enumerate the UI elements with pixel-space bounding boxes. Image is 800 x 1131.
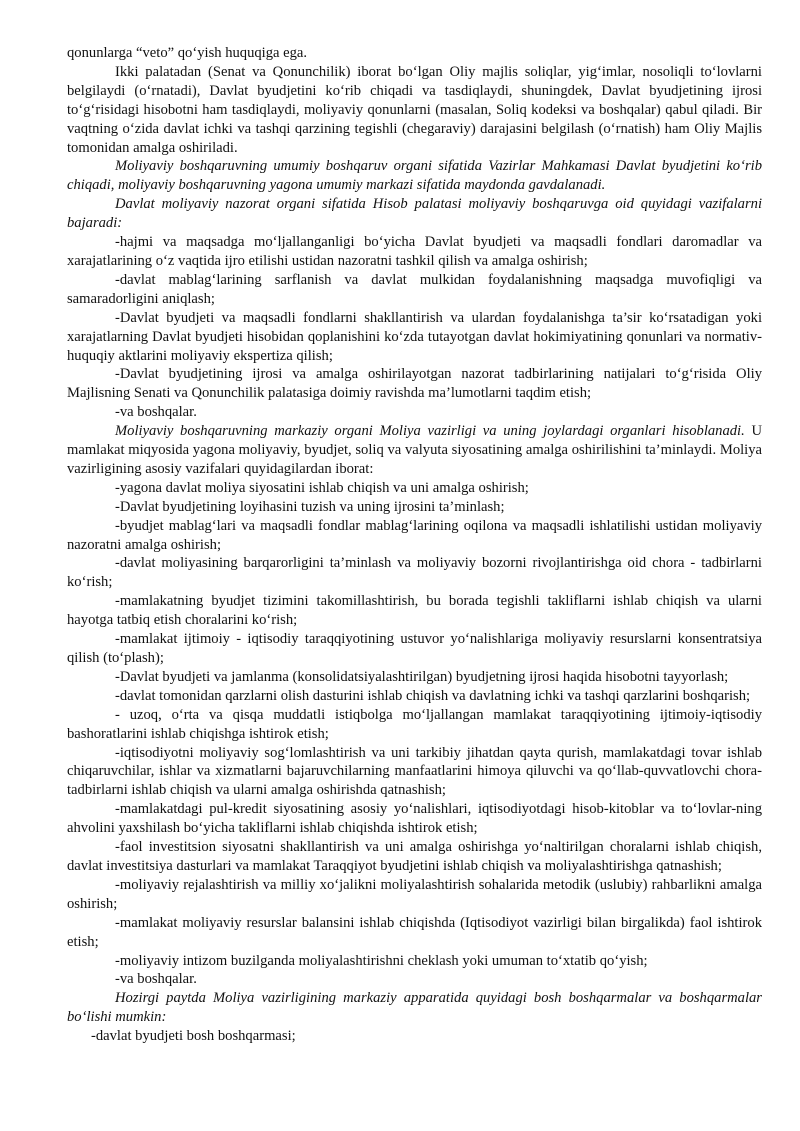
- list-item: -davlat moliyasining barqarorligini ta’minlash va moliyaviy bozorni rivojlantirishga oid chora - tadbirlarni ko‘rish;: [67, 555, 762, 591]
- list-item: -Davlat byudjetining loyihasini tuzish va uning ijrosini ta’minlash;: [115, 498, 505, 515]
- list-item: -mamlakat moliyaviy resurslar balansini ishlab chiqishda (Iqtisodiyot vazirligi bilan birgalikda) faol ishtirok etish;: [67, 914, 762, 950]
- list-item: -iqtisodiyotni moliyaviy sog‘lomlashtirish va uni tarkibiy jihatdan qayta qurish, mamlakatdagi tovar ishlab chiqaruvchilar, ishlar va xizmatlarni bajaruvchilarning manfaatlarini himoya qiluvchi va qo‘llab-quvvatlovchi chora-tadbirlarni ishlab chiqish va ularni amalga oshirishda qatnashish;: [67, 744, 762, 799]
- list-item: - uzoq, o‘rta va qisqa muddatli istiqbolga mo‘ljallangan mamlakat taraqqiyotining ijtimoiy-iqtisodiy bashoratlarini ishlab chiqishga ishtirok etish;: [67, 706, 762, 742]
- paragraph-vazirlar-mahkamasi: Moliyaviy boshqaruvning umumiy boshqaruv organi sifatida Vazirlar Mahkamasi Davlat byudjetini ko‘rib chiqadi, moliyaviy boshqaruvning yagona umumiy markazi sifatida maydonda gavdalanadi.: [67, 158, 762, 194]
- list-item: -mamlakatdagi pul-kredit siyosatining asosiy yo‘nalishlari, iqtisodiyotdagi hisob-kitoblar va to‘lovlar-ning ahvolini yaxshilash bo‘yicha takliflarni ishlab chiqishda ishtirok etish;: [67, 801, 762, 837]
- paragraph-moliya-vazirligi-italic: Moliyaviy boshqaruvning markaziy organi Moliya vazirligi va uning joylardagi organlari hisoblanadi.: [115, 423, 745, 440]
- paragraph-moliya-vazirligi: [67, 422, 762, 479]
- list-item: -mamlakat ijtimoiy - iqtisodiy taraqqiyotining ustuvor yo‘nalishlariga moliyaviy resurslarni konsentratsiya qilish (to‘plash);: [67, 631, 762, 666]
- list-item: -va boshqalar.: [115, 404, 197, 421]
- list-item: -Davlat byudjeti va jamlanma (konsolidatsiyalashtirilgan) byudjetning ijrosi haqida hisobotni tayyorlash;: [115, 668, 729, 685]
- paragraph-veto: qonunlarga “veto” qo‘yish huquqiga ega.: [67, 45, 308, 61]
- paragraph-hisob-palatasi: Davlat moliyaviy nazorat organi sifatida Hisob palatasi moliyaviy boshqaruvga oid quyidagi vazifalarni bajaradi:: [67, 196, 762, 232]
- list-item: -davlat byudjeti bosh boshqarmasi;: [91, 1028, 296, 1045]
- list-item: -mamlakatning byudjet tizimini takomillashtirish, bu borada tegishli takliflarni ishlab chiqish va ularni hayotga tatbiq etish choralarini ko‘rish;: [67, 593, 762, 629]
- list-item: -faol investitsion siyosatni shakllantirish va uni amalga oshirishga yo‘naltirilgan choralarni ishlab chiqish, davlat investitsiya dasturlari va mamlakat Taraqqiyot byudjetini ishlab chiqish va moliyalashtirishga qatnashish;: [67, 839, 762, 874]
- list-item: -byudjet mablag‘lari va maqsadli fondlar mablag‘larining oqilona va maqsadli ishlatilishi ustidan moliyaviy nazoratni amalga oshirish;: [67, 517, 762, 553]
- list-item: -davlat mablag‘larining sarflanish va davlat mulkidan foydalanishning maqsadga muvofiqligi va samaradorligini aniqlash;: [67, 271, 762, 307]
- list-item: -Davlat byudjeti va maqsadli fondlarni shakllantirish va ulardan foydalanishga ta’sir ko‘rsatadigan yoki xarajatlarning Davlat byudjeti hisobidan qoplanishini ko‘zda tutayotgan davlat hokimiyatining qonunlari va normativ-huquqiy aktlarini moliyaviy ekspertiza qilish;: [67, 309, 762, 364]
- list-item: -moliyaviy rejalashtirish va milliy xo‘jalikni moliyalashtirish sohalarida metodik (uslubiy) rahbarlikni amalga oshirish;: [67, 876, 762, 912]
- list-item: -hajmi va maqsadga mo‘ljallanganligi bo‘yicha Davlat byudjeti va maqsadli fondlari daromadlar va xarajatlarining o‘z vaqtida ijro etilishi ustidan nazoratni tashkil qilish va amalga oshirish;: [67, 234, 762, 269]
- list-item: -va boshqalar.: [115, 971, 197, 988]
- list-item: -Davlat byudjetining ijrosi va amalga oshirilayotgan nazorat tadbirlarining natijalari to‘g‘risida Oliy Majlisning Senati va Qonunchilik palatasiga doimiy ravishda ma’lumotlarni taqdim etish;: [67, 366, 762, 402]
- list-item: -davlat tomonidan qarzlarni olish dasturini ishlab chiqish va davlatning ichki va tashqi qarzlarini boshqarish;: [115, 687, 751, 704]
- list-item: -moliyaviy intizom buzilganda moliyalashtirishni cheklash yoki umuman to‘xtatib qo‘yish;: [115, 952, 648, 969]
- paragraph-markaziy-apparat: Hozirgi paytda Moliya vazirligining markaziy apparatida quyidagi bosh boshqarmalar va boshqarmalar bo‘lishi mumkin:: [67, 990, 762, 1026]
- paragraph-moliya-vazirligi-rest: U mamlakat miqyosida yagona moliyaviy, byudjet, soliq va valyuta siyosatining amalga oshirilishini ta’minlaydi. Moliya vazirligining asosiy vazifalari quyidagilardan iborat:: [67, 423, 762, 477]
- list-item: -yagona davlat moliya siyosatini ishlab chiqish va uni amalga oshirish;: [115, 479, 529, 496]
- paragraph-oliy-majlis: Ikki palatadan (Senat va Qonunchilik) iborat bo‘lgan Oliy majlis soliqlar, yig‘imlar, nosoliqli to‘lovlarni belgilaydi (o‘rnatadi), Davlat byudjetini ko‘rib chiqadi va tasdiqlaydi, shuningdek, Davlat byudjetining ijrosi to‘g‘risidagi hisobotni ham tasdiqlaydi, moliyaviy qonunlarni (masalan, Soliq kodeksi va boshqalar) qabul qiladi. Bir vaqtning o‘zida davlat ichki va tashqi qarzining tegishli (chegaraviy) darajasini belgilash (o‘rnatish) ham Oliy Majlis tomonidan amalga oshiriladi.: [67, 63, 762, 156]
